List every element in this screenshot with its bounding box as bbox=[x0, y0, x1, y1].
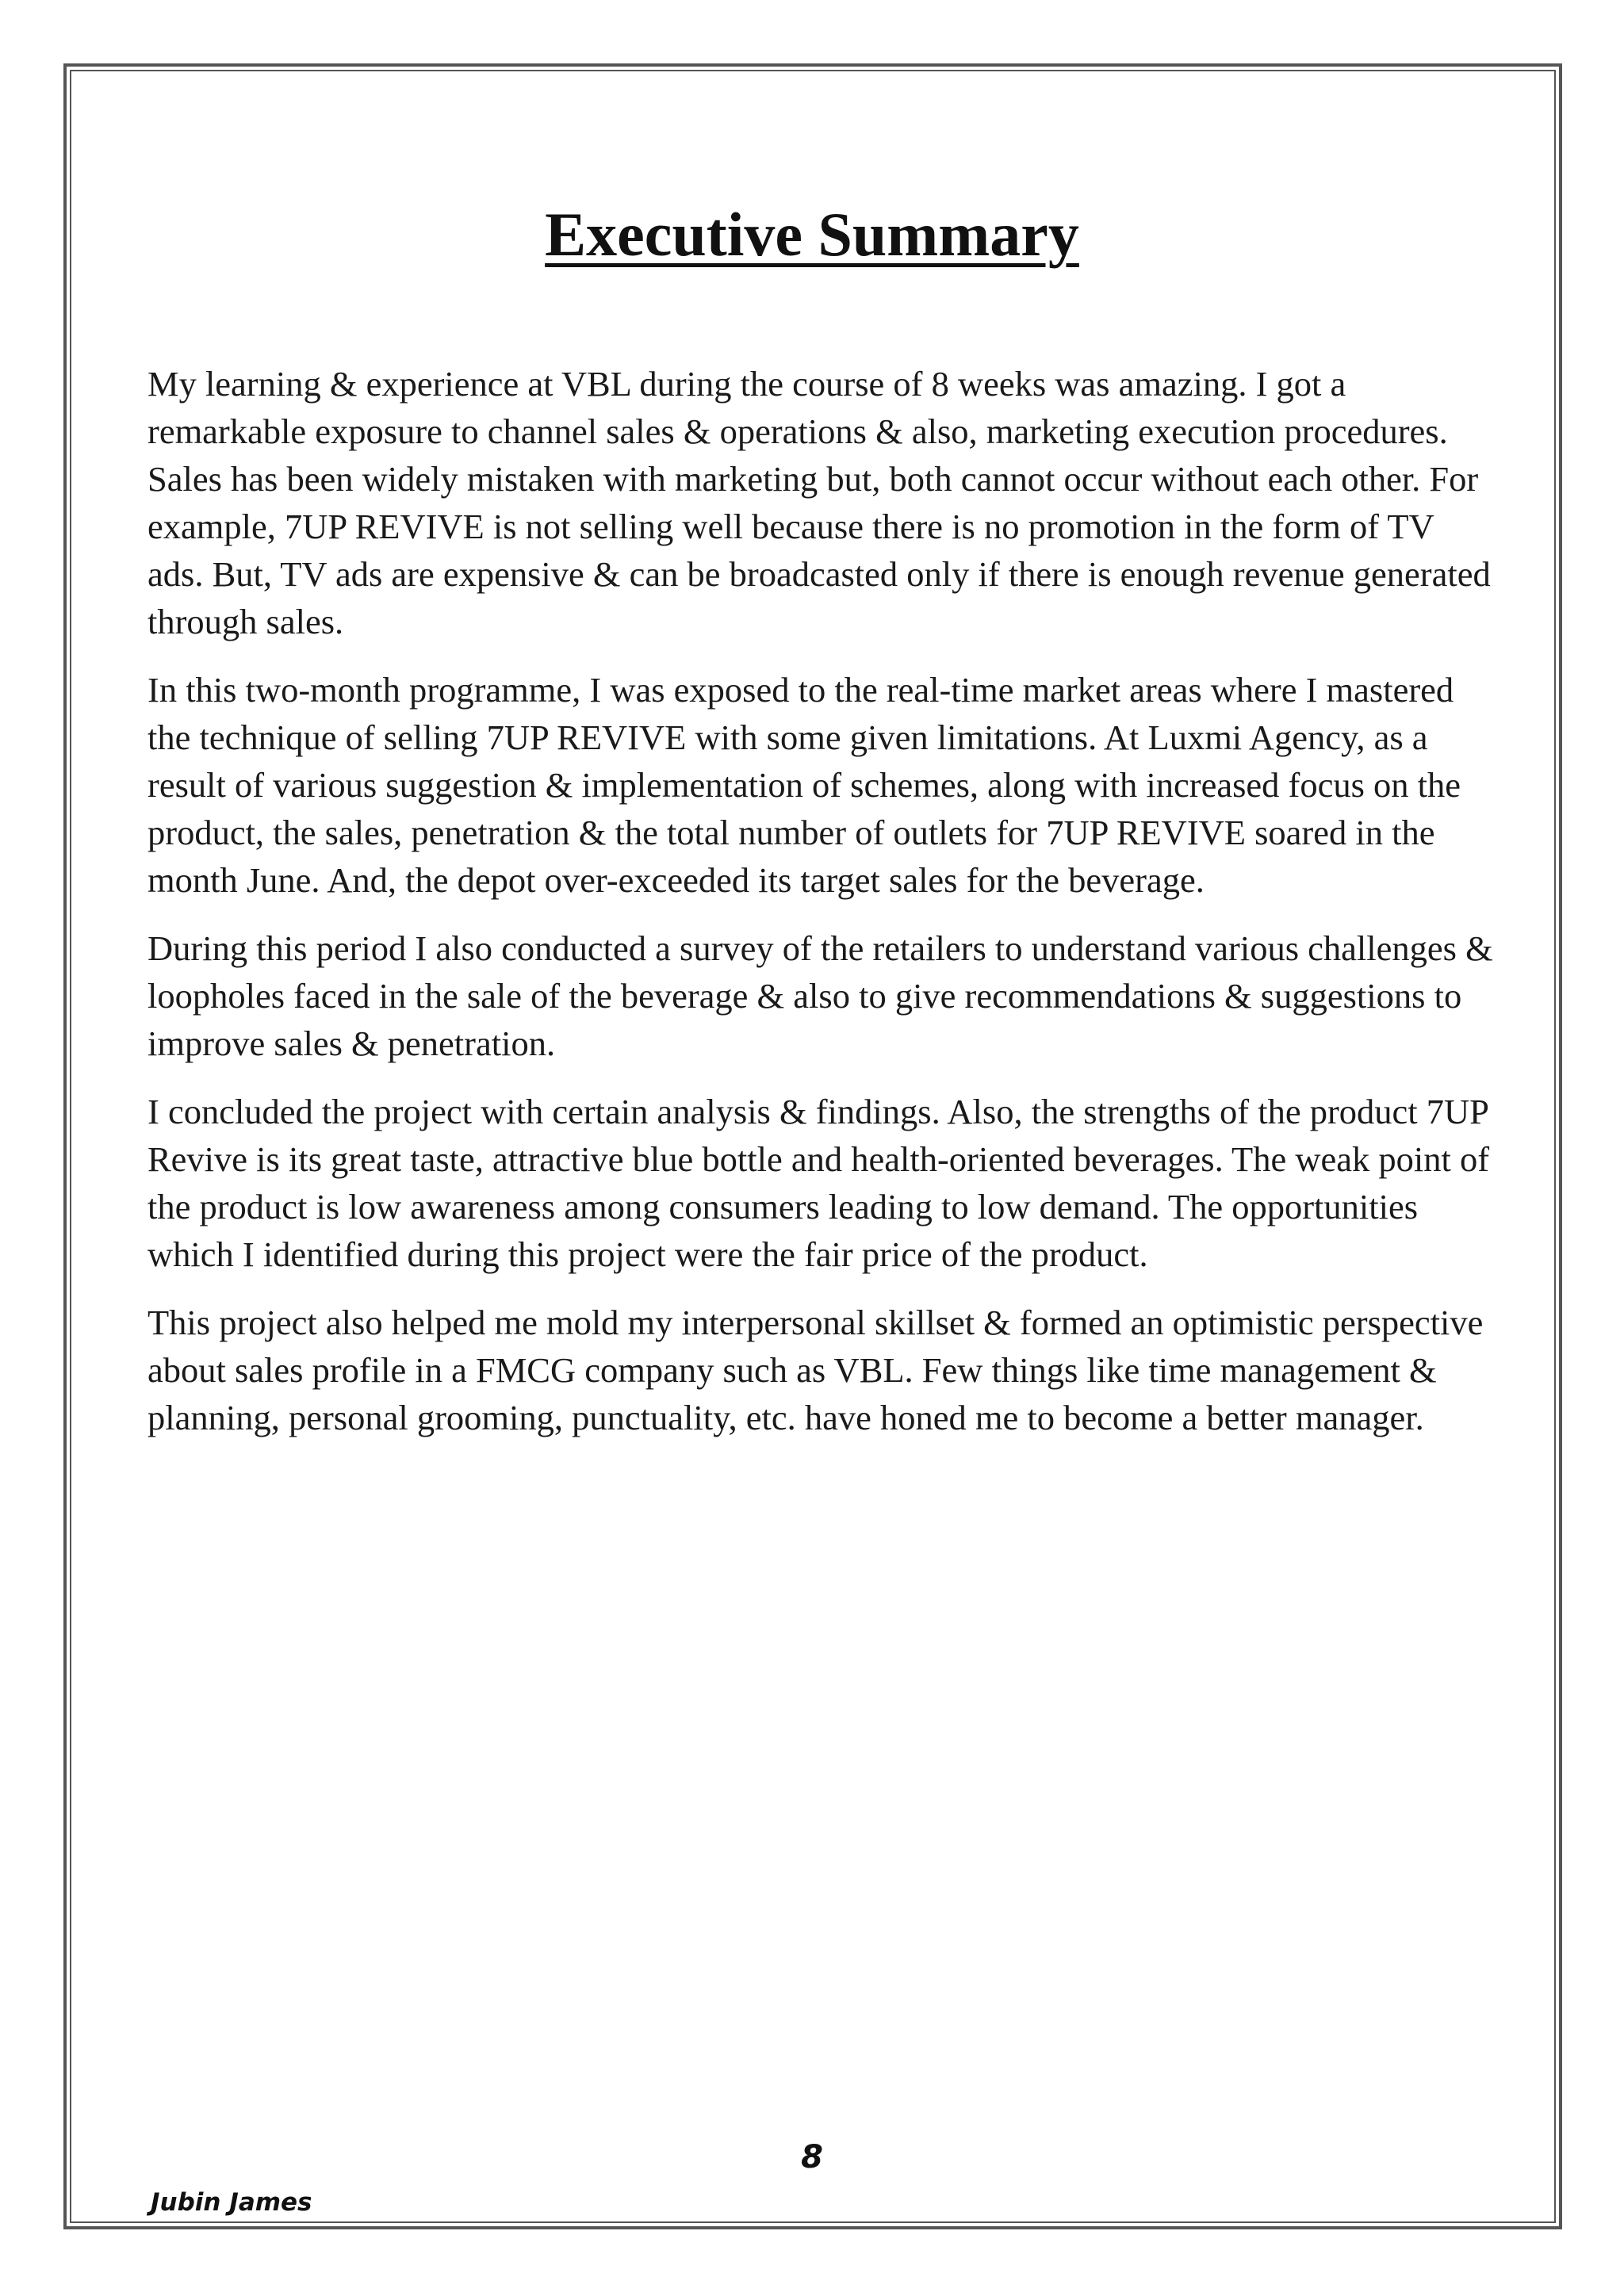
page-title bbox=[0, 195, 1624, 274]
paragraph-1: My learning & experience at VBL during the course of 8 weeks was amazing. I got a remarkable exposure to channel sales & operations & also, marketing execution procedures. Sales has been widely mistaken with marketing but, both cannot occur without each other. For example, 7UP REVIVE is not selling well because there is no promotion in the form of TV ads. But, TV ads are expensive & can be broadcasted only if there is enough revenue generated through sales. bbox=[147, 364, 1491, 641]
paragraph-3: During this period I also conducted a survey of the retailers to understand various challenges & loopholes faced in the sale of the beverage & also to give recommendations & suggestions to improve sales & penetration. bbox=[147, 928, 1493, 1063]
paragraph-2: In this two-month programme, I was exposed to the real-time market areas where I mastered the technique of selling 7UP REVIVE with some given limitations. At Luxmi Agency, as a result of various suggestion & implementation of schemes, along with increased focus on the product, the sales, penetration & the total number of outlets for 7UP REVIVE soared in the month June. And, the depot over-exceeded its target sales for the beverage. bbox=[147, 670, 1461, 900]
page-number: 8 bbox=[801, 2139, 823, 2175]
paragraph-5: This project also helped me mold my interpersonal skillset & formed an optimistic perspective about sales profile in a FMCG company such as VBL. Few things like time management & planning, personal grooming, punctuality, etc. have honed me to become a better manager. bbox=[147, 1303, 1484, 1437]
page-title-text: Executive Summary bbox=[545, 200, 1079, 269]
paragraph-4: I concluded the project with certain analysis & findings. Also, the strengths of the product 7UP Revive is its great taste, attractive blue bottle and health-oriented beverages. The weak point of the product is low awareness among consumers leading to low demand. The opportunities which I identified during this project were the fair price of the product. bbox=[147, 1092, 1490, 1274]
footer-author: Jubin James bbox=[151, 2188, 312, 2217]
document-body bbox=[147, 360, 1496, 1462]
